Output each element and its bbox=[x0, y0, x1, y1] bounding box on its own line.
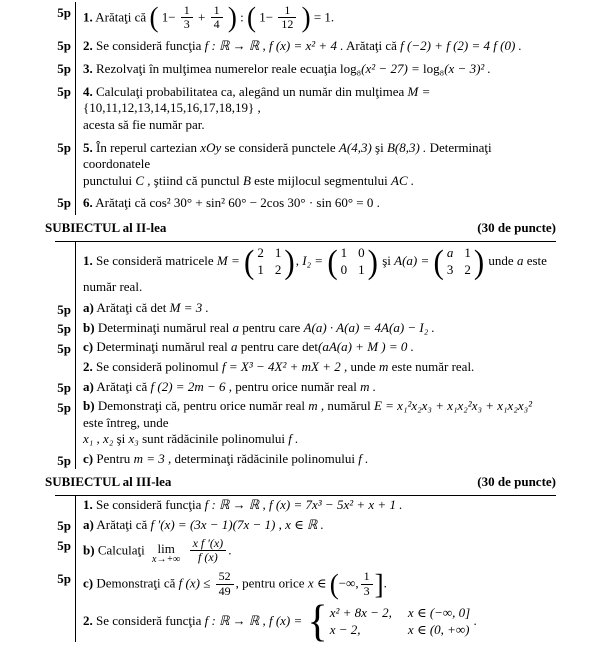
problem-number: b) bbox=[83, 398, 95, 414]
fraction-numerator: 52 bbox=[218, 569, 231, 584]
matrix-M bbox=[244, 242, 295, 281]
math-expression: m bbox=[379, 358, 389, 374]
math-expression: x ∈ bbox=[307, 576, 327, 592]
problem-text: Demonstraţi că, pentru orice număr real bbox=[97, 398, 305, 414]
matrix-cell: 0 bbox=[358, 244, 365, 260]
fraction bbox=[361, 570, 373, 597]
math-expression: x₂ bbox=[103, 431, 114, 447]
math-expression: (x² − 27) = bbox=[361, 61, 420, 76]
s3-problem-1 bbox=[55, 496, 556, 516]
math-expression: M = bbox=[407, 83, 431, 99]
s1-problem-4 bbox=[55, 81, 556, 137]
problem-text: Se consideră funcţia bbox=[96, 38, 202, 54]
s1-problem-1 bbox=[55, 2, 556, 35]
problem-text: unde bbox=[350, 358, 376, 374]
problem-text: Arătaţi că bbox=[96, 516, 148, 532]
math-expression: x₃ bbox=[128, 431, 139, 447]
problem-text: unde bbox=[488, 252, 514, 268]
points-label bbox=[55, 496, 76, 516]
s1-problem-3 bbox=[55, 58, 556, 81]
matrix-cell: a bbox=[446, 244, 454, 260]
problem-text: este număr real. bbox=[83, 252, 547, 294]
close-bracket: ] bbox=[374, 567, 384, 600]
problem-text: este mijlocul segmentului bbox=[254, 172, 388, 188]
matrix-cell: 1 bbox=[358, 262, 365, 278]
punctuation: . bbox=[473, 612, 477, 628]
math-expression: f (x) ≤ bbox=[178, 576, 211, 592]
matrix-cell: 1 bbox=[340, 244, 348, 260]
problem-number: b) bbox=[83, 319, 95, 335]
problem-text: Determinaţi coordonatele bbox=[83, 139, 492, 172]
close-paren: ) bbox=[227, 1, 237, 33]
close-paren: ) bbox=[284, 242, 295, 281]
math-expression: M = bbox=[216, 252, 240, 268]
problem-text: şi bbox=[382, 252, 391, 268]
math-expression: a bbox=[232, 319, 239, 335]
open-paren: ( bbox=[247, 1, 256, 33]
math-expression: f : ℝ → ℝ , bbox=[204, 612, 266, 628]
piecewise-function bbox=[307, 597, 471, 646]
points-label: 5p bbox=[55, 535, 76, 568]
s2-problem-2a bbox=[55, 377, 556, 397]
problem-text: Se consideră matricele bbox=[96, 252, 214, 268]
punctuation: . bbox=[228, 542, 232, 558]
points-label: 5p bbox=[55, 81, 76, 137]
points-label: 5p bbox=[55, 318, 76, 338]
points-label: 5p bbox=[55, 58, 76, 81]
problem-number: b) bbox=[83, 542, 95, 558]
problem-text: este întreg, unde bbox=[83, 414, 169, 430]
math-expression: f . bbox=[358, 451, 369, 466]
problem-number: a) bbox=[83, 516, 94, 532]
matrix-cell: 3 bbox=[446, 262, 454, 278]
piecewise-branch-expression: x − 2, bbox=[329, 622, 361, 638]
problem-number: 1. bbox=[83, 9, 93, 25]
problem-text: pentru orice număr real bbox=[235, 378, 357, 394]
math-expression: 1− bbox=[259, 9, 274, 25]
math-expression: C , bbox=[135, 172, 151, 188]
problem-text: sunt rădăcinile polinomului bbox=[142, 431, 286, 447]
piecewise-branch-expression: x² + 8x − 2, bbox=[329, 604, 392, 620]
problem-text: Pentru bbox=[96, 451, 131, 466]
math-expression: f (−2) + f (2) = 4 f (0) . bbox=[400, 38, 522, 54]
open-brace: { bbox=[307, 597, 328, 646]
problem-text: Arătaţi că bbox=[96, 300, 148, 315]
matrix-I2 bbox=[327, 242, 378, 281]
section-points: (30 de puncte) bbox=[477, 474, 556, 490]
math-expression: a bbox=[231, 339, 238, 355]
subject2-table bbox=[55, 241, 556, 470]
math-set: {10,11,12,13,14,15,16,17,18,19} , bbox=[83, 100, 261, 116]
s3-problem-2 bbox=[55, 597, 556, 646]
math-expression: I₂ = bbox=[302, 252, 324, 268]
math-expression: 1− bbox=[161, 9, 176, 25]
problem-number: 3. bbox=[83, 61, 93, 76]
problem-text: determinaţi rădăcinile polinomului bbox=[174, 451, 355, 466]
matrix-cell: 1 bbox=[274, 244, 282, 260]
math-expression: (x − 3)² . bbox=[444, 61, 491, 76]
points-label bbox=[55, 357, 76, 377]
fraction-numerator: 1 bbox=[213, 3, 220, 17]
problem-text: şi bbox=[375, 139, 384, 155]
problem-text: Calculaţi bbox=[97, 542, 145, 558]
points-label: 5p bbox=[55, 299, 76, 319]
problem-number: c) bbox=[83, 451, 94, 466]
problem-text: Arătaţi că bbox=[96, 378, 148, 394]
fraction-denominator: f (x) bbox=[190, 550, 227, 564]
fraction bbox=[216, 570, 234, 597]
s3-problem-1b bbox=[55, 535, 556, 568]
problem-number: c) bbox=[83, 339, 94, 355]
problem-number: a) bbox=[83, 378, 94, 394]
s1-problem-2 bbox=[55, 35, 556, 58]
problem-text: Calculaţi probabilitatea ca, alegând un număr din mulţimea bbox=[96, 83, 405, 99]
problem-number: 4. bbox=[83, 83, 93, 99]
piecewise-branch-condition: x ∈ (0, +∞) bbox=[407, 622, 470, 638]
problem-text: Arătaţi că bbox=[95, 195, 147, 211]
s3-problem-1c bbox=[55, 568, 556, 601]
math-function: det bbox=[150, 300, 167, 315]
punctuation: , bbox=[295, 252, 299, 268]
math-operator: : bbox=[240, 9, 244, 25]
close-paren: ) bbox=[301, 1, 311, 33]
math-operator: + bbox=[198, 9, 206, 25]
math-expression: A(4,3) bbox=[338, 139, 372, 155]
s2-problem-2c bbox=[55, 450, 556, 470]
piecewise-branch-condition: x ∈ (−∞, 0] bbox=[407, 604, 471, 620]
points-label bbox=[55, 242, 76, 299]
problem-number: 5. bbox=[83, 139, 93, 155]
s2-problem-1a bbox=[55, 299, 556, 319]
fraction bbox=[278, 4, 296, 31]
section-title: SUBIECTUL al III-lea bbox=[45, 474, 172, 490]
problem-number: a) bbox=[83, 300, 94, 315]
subject1-table bbox=[55, 2, 556, 215]
points-label bbox=[55, 602, 76, 642]
s2-problem-1b bbox=[55, 318, 556, 338]
math-expression: x₁ , bbox=[83, 431, 100, 447]
math-expression: f (2) = 2m − 6 , bbox=[150, 378, 232, 394]
math-expression: B bbox=[242, 172, 251, 188]
open-paren: ( bbox=[244, 242, 255, 281]
matrix-A bbox=[433, 242, 485, 281]
problem-text: , pentru orice bbox=[235, 576, 305, 592]
problem-number: 2. bbox=[83, 612, 93, 628]
math-expression: A(a) = bbox=[394, 252, 430, 268]
math-expression: a bbox=[516, 252, 524, 268]
problem-text: numărul bbox=[327, 398, 371, 414]
problem-number: 6. bbox=[83, 195, 93, 211]
points-label: 5p bbox=[55, 338, 76, 358]
points-label: 5p bbox=[55, 568, 76, 601]
math-expression: m , bbox=[308, 398, 325, 414]
math-expression: (aA(a) + M ) = 0 . bbox=[318, 339, 414, 355]
open-paren: ( bbox=[149, 1, 159, 33]
problem-text: Arătaţi că bbox=[95, 9, 147, 25]
punctuation: . bbox=[383, 576, 387, 592]
subject3-table bbox=[55, 495, 556, 646]
points-label: 5p bbox=[55, 377, 76, 397]
close-paren: ) bbox=[473, 242, 485, 281]
math-expression: M = 3 . bbox=[169, 300, 209, 315]
math-expression: x ∈ ℝ . bbox=[285, 516, 324, 532]
points-label: 5p bbox=[55, 2, 76, 35]
s2-problem-1c bbox=[55, 338, 556, 358]
math-expression: f = X³ − 4X² + mX + 2 , bbox=[222, 358, 348, 374]
math-expression: cos² 30° + sin² 60° − 2cos 30° · sin 60° = 0 . bbox=[149, 195, 380, 211]
math-expression: E = x₁²x₂x₃ + x₁x₂²x₃ + x₁x₂x₃² bbox=[373, 398, 533, 414]
limit-label: lim bbox=[157, 540, 175, 556]
fraction-numerator: x f ′(x) bbox=[192, 536, 224, 550]
fraction-numerator: 1 bbox=[284, 3, 291, 17]
matrix-cell: 2 bbox=[274, 262, 282, 278]
points-label: 5p bbox=[55, 192, 76, 215]
problem-number: 2. bbox=[83, 38, 93, 54]
problem-text: Arătaţi că bbox=[346, 38, 397, 54]
problem-text: Determinaţi numărul real bbox=[96, 339, 228, 355]
problem-text: Se consideră funcţia bbox=[96, 612, 202, 628]
math-expression: f : ℝ → ℝ , bbox=[204, 38, 266, 54]
problem-number: c) bbox=[83, 576, 94, 592]
problem-text: Se consideră polinomul bbox=[96, 358, 219, 374]
limit-subscript: x→+∞ bbox=[152, 554, 181, 566]
problem-text: Determinaţi numărul real bbox=[97, 319, 230, 335]
problem-text: şi bbox=[116, 431, 126, 447]
math-expression: xOy bbox=[200, 139, 222, 155]
matrix-cell: 2 bbox=[464, 262, 471, 278]
points-label: 5p bbox=[55, 35, 76, 58]
s2-problem-1 bbox=[55, 242, 556, 299]
open-paren: ( bbox=[329, 567, 339, 600]
problem-text: se consideră punctele bbox=[224, 139, 336, 155]
problem-text: punctului bbox=[83, 172, 133, 188]
fraction-denominator: 12 bbox=[278, 17, 296, 31]
points-label: 5p bbox=[55, 137, 76, 193]
fraction-denominator: 3 bbox=[181, 17, 193, 31]
points-label: 5p bbox=[55, 515, 76, 535]
open-paren: ( bbox=[327, 242, 338, 281]
math-function: log₈ bbox=[340, 61, 362, 76]
s3-problem-1a bbox=[55, 515, 556, 535]
problem-number: 1. bbox=[83, 252, 93, 268]
s2-problem-2 bbox=[55, 357, 556, 377]
math-expression: m = 3 , bbox=[133, 451, 172, 466]
math-expression: f (x) = bbox=[268, 612, 303, 628]
fraction-numerator: 1 bbox=[183, 3, 190, 17]
problem-text: Rezolvaţi în mulţimea numerelor reale ecuaţia bbox=[96, 61, 337, 76]
section-2-header bbox=[45, 220, 556, 237]
fraction-denominator: 3 bbox=[361, 584, 373, 598]
matrix-cell: 0 bbox=[340, 262, 348, 278]
section-points: (30 de puncte) bbox=[477, 220, 556, 235]
math-function: det bbox=[302, 339, 318, 355]
points-label: 5p bbox=[55, 397, 76, 450]
matrix-cell: 1 bbox=[257, 262, 264, 278]
problem-text: Se consideră funcţia bbox=[96, 497, 202, 513]
math-expression: f (x) = x² + 4 . bbox=[268, 38, 344, 54]
problem-number: 2. bbox=[83, 358, 93, 374]
problem-text: În reperul cartezian bbox=[96, 139, 198, 155]
s1-problem-5 bbox=[55, 137, 556, 193]
math-expression: f (x) = 7x³ − 5x² + x + 1 . bbox=[268, 497, 403, 513]
problem-text: pentru care bbox=[242, 319, 301, 335]
fraction-numerator: 1 bbox=[363, 569, 370, 584]
math-expression: f : ℝ → ℝ , bbox=[204, 497, 266, 513]
math-expression: m . bbox=[360, 378, 377, 394]
section-3-header bbox=[45, 474, 556, 491]
math-expression: −∞, bbox=[338, 576, 359, 592]
math-expression: = 1. bbox=[313, 9, 335, 25]
problem-number: 1. bbox=[83, 497, 93, 513]
close-paren: ) bbox=[367, 242, 378, 281]
matrix-cell: 1 bbox=[464, 244, 471, 260]
problem-text: acesta să fie număr par. bbox=[83, 116, 205, 132]
matrix-cell: 2 bbox=[257, 244, 264, 260]
math-function: log₈ bbox=[423, 61, 445, 76]
problem-text: Demonstraţi că bbox=[96, 576, 176, 592]
math-expression: AC . bbox=[391, 172, 415, 188]
math-expression: B(8,3) . bbox=[386, 139, 427, 155]
fraction-denominator: 4 bbox=[211, 17, 223, 31]
limit-operator bbox=[152, 542, 180, 566]
fraction bbox=[190, 537, 227, 564]
problem-text: ştiind că punctul bbox=[153, 172, 240, 188]
points-label: 5p bbox=[55, 450, 76, 470]
s2-problem-2b bbox=[55, 397, 556, 450]
fraction-denominator: 49 bbox=[216, 584, 234, 598]
problem-text: este număr real. bbox=[391, 358, 475, 374]
fraction bbox=[211, 4, 223, 31]
math-expression: f . bbox=[288, 431, 299, 447]
math-expression: A(a) · A(a) = 4A(a) − I₂ . bbox=[303, 319, 435, 335]
math-expression: f ′(x) = (3x − 1)(7x − 1) , bbox=[150, 516, 282, 532]
section-title: SUBIECTUL al II-lea bbox=[45, 220, 167, 235]
problem-text: pentru care bbox=[240, 339, 299, 355]
s1-problem-6 bbox=[55, 192, 556, 215]
fraction bbox=[181, 4, 193, 31]
open-paren: ( bbox=[433, 242, 444, 281]
